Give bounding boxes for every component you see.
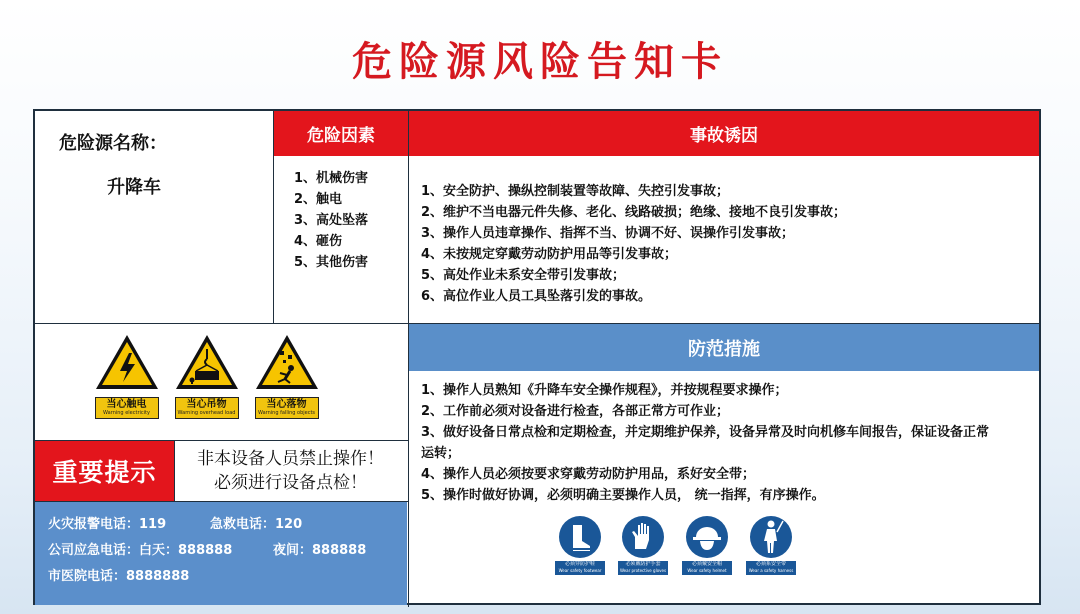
warning-sign-overhead-load <box>173 333 240 419</box>
company-phone-night: 夜间：888888 <box>273 543 367 558</box>
prevention-item: 运转； <box>421 446 461 461</box>
ppe-sign-helmet <box>682 515 732 575</box>
divider <box>35 501 408 502</box>
falling-objects-icon <box>254 333 320 391</box>
accident-cause-item: 3、操作人员违章操作、指挥不当、协调不好、误操作引发事故； <box>421 226 795 241</box>
sign-label-cn: 当心落物 <box>266 399 307 410</box>
prevention-header: 防范措施 <box>409 324 1039 371</box>
ppe-label-cn: 必须穿防护鞋 <box>564 561 595 567</box>
accident-cause-item: 6、高位作业人员工具坠落引发的事故。 <box>421 289 652 304</box>
ppe-label-cn: 必须戴防护手套 <box>625 561 661 567</box>
risk-factor-item: 5、其他伤害 <box>294 255 369 270</box>
prevention-item: 4、操作人员必须按要求穿戴劳动防护用品，系好安全带； <box>421 467 756 482</box>
safety-harness-icon <box>749 515 793 559</box>
ppe-label-en: Wear a safety harness <box>748 568 794 573</box>
sign-label-en: Warning electricity <box>103 410 150 416</box>
protective-gloves-icon <box>621 515 665 559</box>
card-title: 危险源风险告知卡 <box>352 39 728 85</box>
safety-boots-icon <box>558 515 602 559</box>
hazard-source-label: 危险源名称： <box>59 133 167 154</box>
warning-sign-electricity <box>93 333 160 419</box>
important-notice-text <box>174 441 407 501</box>
risk-factor-item: 4、砸伤 <box>294 234 343 249</box>
risk-factor-item: 3、高处坠落 <box>294 213 369 228</box>
safety-helmet-icon <box>685 515 729 559</box>
prevention-item: 1、操作人员熟知《升降车安全操作规程》，并按规程要求操作； <box>421 383 788 398</box>
ppe-label-cn: 必须系安全带 <box>755 561 786 567</box>
hazard-source-value: 升降车 <box>107 177 161 198</box>
overhead-load-icon <box>174 333 240 391</box>
ppe-label-en: Wear protective gloves <box>619 568 667 573</box>
ppe-label-en: Wear safety footwear <box>558 568 602 573</box>
sign-label-cn: 当心触电 <box>106 399 147 410</box>
emergency-phones-panel <box>35 502 407 605</box>
risk-factors-list <box>294 168 368 273</box>
prevention-item: 2、工作前必须对设备进行检查，各部正常方可作业； <box>421 404 730 419</box>
accident-causes-list <box>421 181 846 307</box>
accident-cause-item: 5、高处作业未系安全带引发事故； <box>421 268 626 283</box>
prevention-item: 5、操作时做好协调，必须明确主要操作人员， 统一指挥，有序操作。 <box>421 488 825 503</box>
electric-shock-icon <box>94 333 160 391</box>
ppe-sign-boots <box>555 515 605 575</box>
risk-factor-item: 1、机械伤害 <box>294 171 369 186</box>
divider <box>408 111 409 607</box>
risk-card <box>33 109 1041 605</box>
ppe-label-en: Wear safety helmet <box>687 568 727 573</box>
important-notice-line: 非本设备人员禁止操作！ <box>197 449 384 469</box>
ppe-label-cn: 必须戴安全帽 <box>691 561 722 567</box>
divider <box>35 440 408 441</box>
warning-sign-falling-objects <box>253 333 320 419</box>
sign-label-en: Warning overhead load <box>177 410 236 416</box>
prevention-list <box>421 380 989 506</box>
accident-causes-header: 事故诱因 <box>409 111 1039 156</box>
important-notice-badge: 重要提示 <box>35 441 174 501</box>
sign-label-cn: 当心吊物 <box>186 399 227 410</box>
warning-signs <box>93 333 320 419</box>
risk-factors-header: 危险因素 <box>274 111 408 156</box>
ambulance-phone: 急救电话：120 <box>210 517 303 532</box>
sign-label-en: Warning falling objects <box>257 410 316 416</box>
divider <box>35 323 1039 324</box>
risk-factor-item: 2、触电 <box>294 192 343 207</box>
ppe-sign-harness <box>746 515 796 575</box>
ppe-sign-gloves <box>618 515 668 575</box>
divider <box>174 440 175 502</box>
accident-cause-item: 4、未按规定穿戴劳动防护用品等引发事故； <box>421 247 678 262</box>
divider <box>273 111 274 323</box>
important-notice-line: 必须进行设备点检！ <box>214 473 367 493</box>
hazard-source-cell <box>35 111 273 323</box>
prevention-item: 3、做好设备日常点检和定期检查，并定期维护保养，设备异常及时向机修车间报告，保证设备正常 <box>421 425 990 440</box>
company-phone-day: 公司应急电话：白天：888888 <box>48 543 233 558</box>
accident-cause-item: 2、维护不当电器元件失修、老化、线路破损；绝缘、接地不良引发事故； <box>421 205 847 220</box>
hospital-phone: 市医院电话：8888888 <box>48 569 190 584</box>
accident-cause-item: 1、安全防护、操纵控制装置等故障、失控引发事故； <box>421 184 730 199</box>
fire-phone: 火灾报警电话：119 <box>48 517 167 532</box>
